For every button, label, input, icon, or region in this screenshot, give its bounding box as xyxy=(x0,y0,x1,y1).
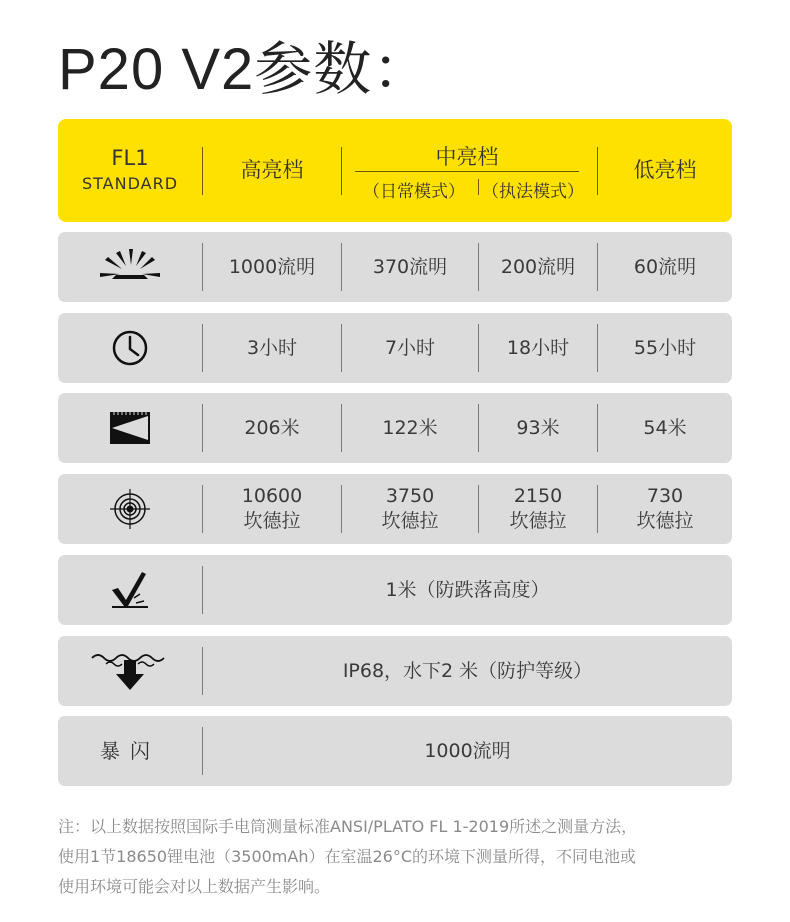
page-title: P20 V2参数： xyxy=(58,37,432,102)
intensity-low: 730 坎德拉 xyxy=(636,485,694,532)
spec-row-brightness xyxy=(58,232,732,302)
brightness-mid-law: 200流明 xyxy=(500,255,576,278)
waterproof-value: IP68，水下2 米（防护等级） xyxy=(342,659,593,682)
spec-row-beam-distance xyxy=(58,393,732,463)
impact-resistance-icon xyxy=(58,555,202,625)
fl1-label: FL1 xyxy=(111,145,149,170)
measurement-note xyxy=(58,812,738,902)
standard-label: STANDARD xyxy=(81,173,179,193)
mid-daily-mode-label: （日常模式） xyxy=(363,182,465,202)
mid-mode-heading: 中亮档 xyxy=(435,145,499,169)
fl1-standard-label xyxy=(58,119,202,222)
brightness-high: 1000流明 xyxy=(228,255,316,278)
spec-row-strobe xyxy=(58,716,732,786)
impact-value: 1米（防跌落高度） xyxy=(385,578,550,601)
distance-high: 206米 xyxy=(244,416,300,439)
note-line: 注：以上数据按照国际手电筒测量标准ANSI/PLATO FL 1-2019所述之测量方法， xyxy=(58,817,638,836)
brightness-low: 60流明 xyxy=(633,255,697,278)
runtime-mid-daily: 7小时 xyxy=(384,336,436,359)
spec-row-waterproof xyxy=(58,636,732,706)
distance-mid-daily: 122米 xyxy=(382,416,438,439)
intensity-high: 10600 坎德拉 xyxy=(241,485,303,532)
brightness-mid-daily: 370流明 xyxy=(372,255,448,278)
distance-low: 54米 xyxy=(643,416,687,439)
brightness-icon xyxy=(58,232,202,302)
beam-distance-icon xyxy=(58,393,202,463)
runtime-high: 3小时 xyxy=(246,336,298,359)
clock-icon xyxy=(58,313,202,383)
runtime-mid-law: 18小时 xyxy=(506,336,570,359)
spec-row-impact xyxy=(58,555,732,625)
runtime-low: 55小时 xyxy=(633,336,697,359)
note-line: 使用1节18650锂电池（3500mAh）在室温26°C的环境下测量所得，不同电池或 xyxy=(58,847,637,866)
intensity-mid-law: 2150 坎德拉 xyxy=(509,485,567,532)
spec-row-runtime xyxy=(58,313,732,383)
note-line: 使用环境可能会对以上数据产生影响。 xyxy=(58,877,331,896)
mid-law-mode-label: （执法模式） xyxy=(482,182,584,202)
distance-mid-law: 93米 xyxy=(516,416,560,439)
spec-table-header xyxy=(58,119,732,222)
intensity-mid-daily: 3750 坎德拉 xyxy=(381,485,439,532)
strobe-value: 1000流明 xyxy=(424,739,511,762)
target-icon xyxy=(58,474,202,544)
waterproof-icon xyxy=(58,636,202,706)
low-mode-heading: 低亮档 xyxy=(633,158,697,182)
strobe-label: 暴闪 xyxy=(100,738,160,763)
spec-row-intensity xyxy=(58,474,732,544)
high-mode-heading: 高亮档 xyxy=(240,158,304,182)
